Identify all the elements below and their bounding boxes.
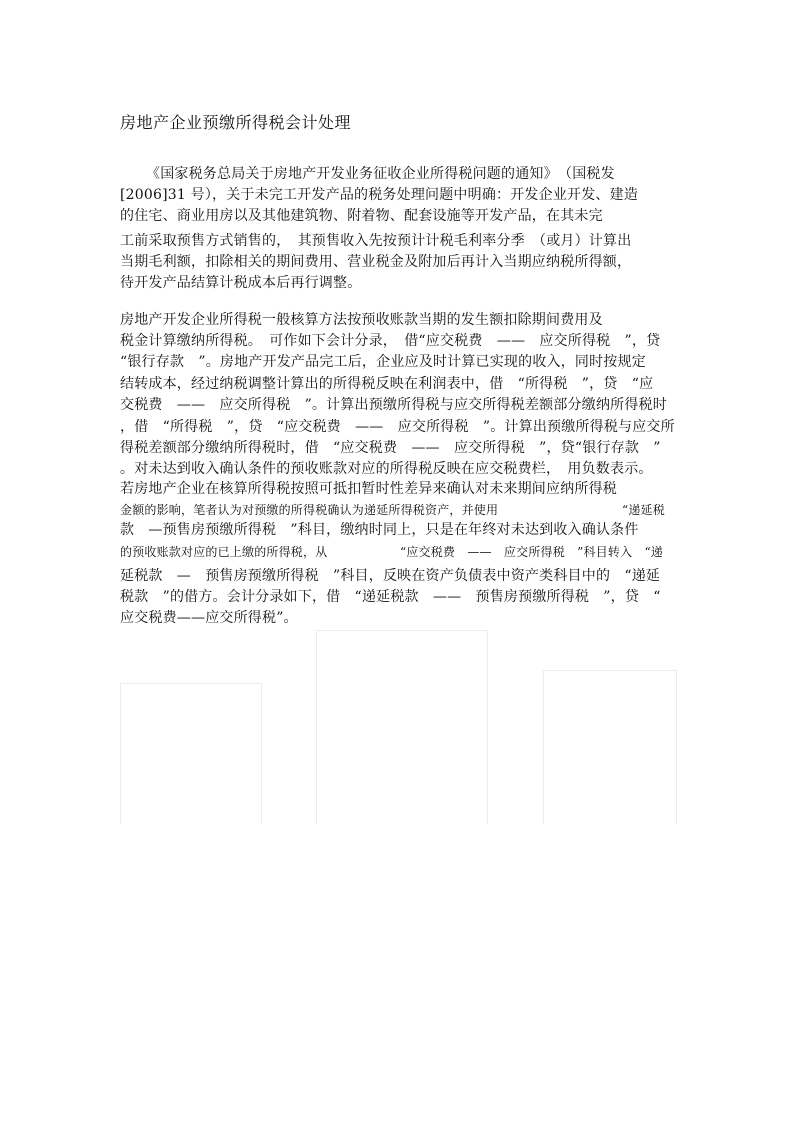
- paragraph-1-line-4: 工前采取预售方式销售的， 其预售收入先按预计计税毛利率分季 （或月）计算出: [120, 233, 632, 249]
- paragraph-2-line-1: 房地产开发企业所得税一般核算方法按预收账款当期的发生额扣除期间费用及: [120, 312, 603, 328]
- paragraph-2-line-15: 应交税费——应交所得税”。: [120, 610, 298, 626]
- paragraph-2-line-12-tail: “应交税费 —— 应交所得税 ”科目转入 “递: [400, 545, 664, 559]
- paragraph-2-line-2: 税金计算缴纳所得税。 可作如下会计分录， 借“应交税费 —— 应交所得税 ”，贷: [120, 333, 661, 349]
- paragraph-2-line-13: 延税款 — 预售房预缴所得税 ”科目，反映在资产负债表中资产类科目中的 “递延: [120, 568, 661, 584]
- paragraph-2-line-5: 交税费 —— 应交所得税 ”。计算出预缴所得税与应交所得税差额部分缴纳所得税时: [120, 397, 667, 413]
- paragraph-2-line-3: “银行存款 ”。房地产开发产品完工后，企业应及时计算已实现的收入，同时按规定: [120, 354, 646, 370]
- paragraph-1-line-6: 待开发产品结算计税成本后再行调整。: [120, 275, 362, 291]
- paragraph-2-line-10: 金额的影响，笔者认为对预缴的所得税确认为递延所得税资产，并使用: [120, 503, 499, 517]
- paragraph-2-line-9: 若房地产企业在核算所得税按照可抵扣暂时性差异来确认对未来期间应纳所得税: [120, 481, 617, 497]
- paragraph-2-line-8: 。对未达到收入确认条件的预收账款对应的所得税反映在应交税费栏， 用负数表示。: [120, 461, 653, 477]
- paragraph-1-line-1: 《国家税务总局关于房地产开发业务征收企业所得税问题的通知》 （国税发: [146, 166, 615, 182]
- paragraph-2-line-12: 的预收账款对应的已上缴的所得税，从: [120, 545, 328, 559]
- paragraph-2-line-14: 税款 ”的借方。会计分录如下，借 “递延税款 —— 预售房预缴所得税 ”，贷 “: [120, 589, 661, 605]
- paragraph-2-line-11: 款 —预售房预缴所得税 ”科目，缴纳时同上，只是在年终对未达到收入确认条件: [120, 522, 639, 538]
- blank-frame-left: [120, 683, 262, 824]
- paragraph-1-line-2: [2006]31 号），关于未完工开发产品的税务处理问题中明确：开发企业开发、建造: [120, 187, 639, 203]
- document-title: 房地产企业预缴所得税会计处理: [120, 113, 352, 132]
- paragraph-2-line-7: 得税差额部分缴纳所得税时，借 “应交税费 —— 应交所得税 ”，贷“银行存款 ”: [120, 440, 661, 456]
- paragraph-1-line-5: 当期毛利额，扣除相关的期间费用、营业税金及附加后再计入当期应纳税所得额，: [120, 254, 632, 270]
- paragraph-2-line-10-tail: “递延税: [622, 503, 665, 517]
- paragraph-1-line-3: 的住宅、商业用房以及其他建筑物、附着物、配套设施等开发产品，在其未完: [120, 208, 603, 224]
- paragraph-2-line-6: ，借 “所得税 ”，贷 “应交税费 —— 应交所得税 ”。计算出预缴所得税与应交所: [120, 419, 675, 435]
- blank-frame-middle: [316, 630, 488, 824]
- blank-frame-right: [543, 670, 677, 824]
- paragraph-2-line-4: 结转成本，经过纳税调整计算出的所得税反映在利润表中，借 “所得税 ”，贷 “应: [120, 376, 654, 392]
